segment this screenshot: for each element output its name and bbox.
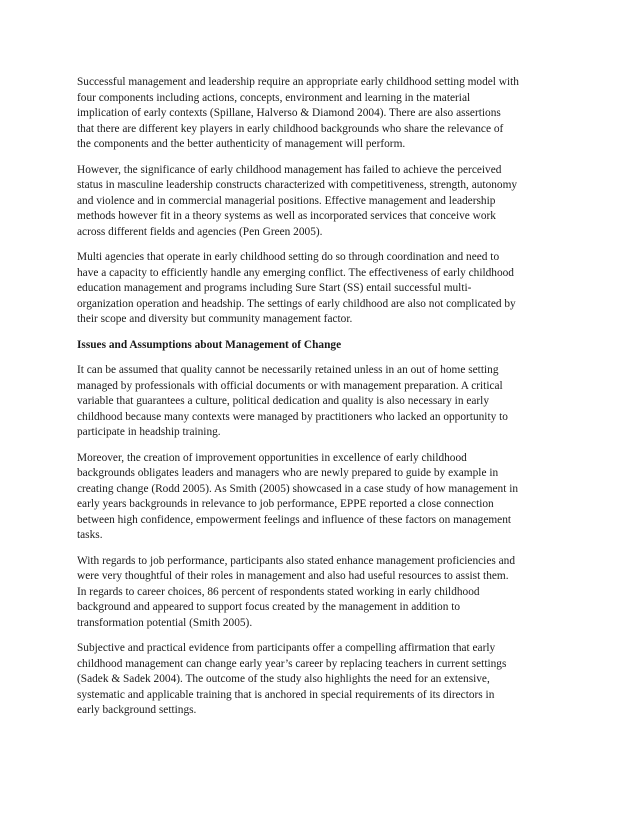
text-line: background and appeared to support focus created by the management in addition to	[77, 601, 461, 613]
text-line: and violence and in commercial managerial positions. Effective management and leadership	[77, 194, 496, 207]
document-body	[77, 75, 565, 729]
paragraph-3	[77, 250, 565, 328]
text-line: have a capacity to efficiently handle any emerging conflict. The effectiveness of early childhood	[77, 266, 514, 279]
text-line: Moreover, the creation of improvement opportunities in excellence of early childhood	[77, 451, 467, 464]
text-line: Successful management and leadership require an appropriate early childhood setting model with	[77, 76, 519, 88]
text-line: their scope and diversity but community management factor.	[77, 313, 353, 325]
text-line: status in masculine leadership constructs characterized with competitiveness, strength, autonomy	[77, 179, 518, 191]
text-line: that there are different key players in early childhood backgrounds who share the relevance of	[77, 122, 504, 135]
text-line: childhood management can change early year’s career by replacing teachers in current settings	[77, 657, 507, 670]
paragraph-2	[77, 163, 565, 241]
text-line: With regards to job performance, participants also stated enhance management proficiencies and	[77, 554, 515, 567]
text-line: In regards to career choices, 86 percent of respondents stated working in early childhood	[77, 585, 480, 598]
text-line: variable that guarantees a culture, political dedication and quality is also necessary in early	[77, 395, 489, 407]
text-line: systematic and applicable training that is anchored in special requirements of its directors in	[77, 688, 495, 701]
text-line: the components and the better authenticity of management will perform.	[77, 138, 406, 150]
text-line: across different fields and agencies (Pen Green 2005).	[77, 225, 323, 238]
text-line: (Sadek & Sadek 2004). The outcome of the study also highlights the need for an extensive,	[77, 673, 490, 685]
text-line: were very thoughtful of their roles in management and also had useful resources to assist them.	[77, 570, 509, 582]
text-line: backgrounds obligates leaders and managers who are newly prepared to guide by example in	[77, 467, 499, 479]
heading-text: Issues and Assumptions about Management of Change	[77, 338, 342, 351]
text-line: It can be assumed that quality cannot be necessarily retained unless in an out of home setting	[77, 364, 499, 376]
paragraph-4	[77, 363, 565, 441]
text-line: Multi agencies that operate in early childhood setting do so through coordination and need to	[77, 251, 500, 263]
text-line: four components including actions, concepts, environment and learning in the material	[77, 91, 471, 104]
section-heading	[77, 338, 565, 354]
text-line: methods however fit in a theory systems as well as incorporated services that conceive work	[77, 210, 496, 222]
text-line: transformation potential (Smith 2005).	[77, 616, 253, 629]
text-line: Subjective and practical evidence from participants offer a compelling affirmation that early	[77, 642, 496, 654]
text-line: early years backgrounds in relevance to job performance, EPPE reported a close connection	[77, 498, 494, 510]
paragraph-5	[77, 451, 565, 544]
text-line: organization operation and headship. The settings of early childhood are also not complicated by	[77, 297, 516, 310]
text-line: However, the significance of early childhood management has failed to achieve the perceived	[77, 163, 502, 176]
text-line: early background settings.	[77, 704, 197, 716]
text-line: implication of early contexts (Spillane, Halverso & Diamond 2004). There are also assertions	[77, 107, 501, 119]
text-line: participate in headship training.	[77, 426, 221, 438]
paragraph-1	[77, 75, 565, 153]
text-line: managed by professionals with official documents or with management preparation. A critical	[77, 379, 503, 392]
paragraph-6	[77, 554, 565, 632]
text-line: education management and programs including Sure Start (SS) entail successful multi-	[77, 282, 472, 294]
text-line: creating change (Rodd 2005). As Smith (2005) showcased in a case study of how management in	[77, 482, 519, 495]
paragraph-7	[77, 641, 565, 719]
text-line: tasks.	[77, 529, 103, 541]
text-line: childhood because many contexts were managed by practitioners who lacked an opportunity to	[77, 410, 508, 423]
text-line: between high confidence, empowerment feelings and influence of these factors on management	[77, 513, 512, 526]
